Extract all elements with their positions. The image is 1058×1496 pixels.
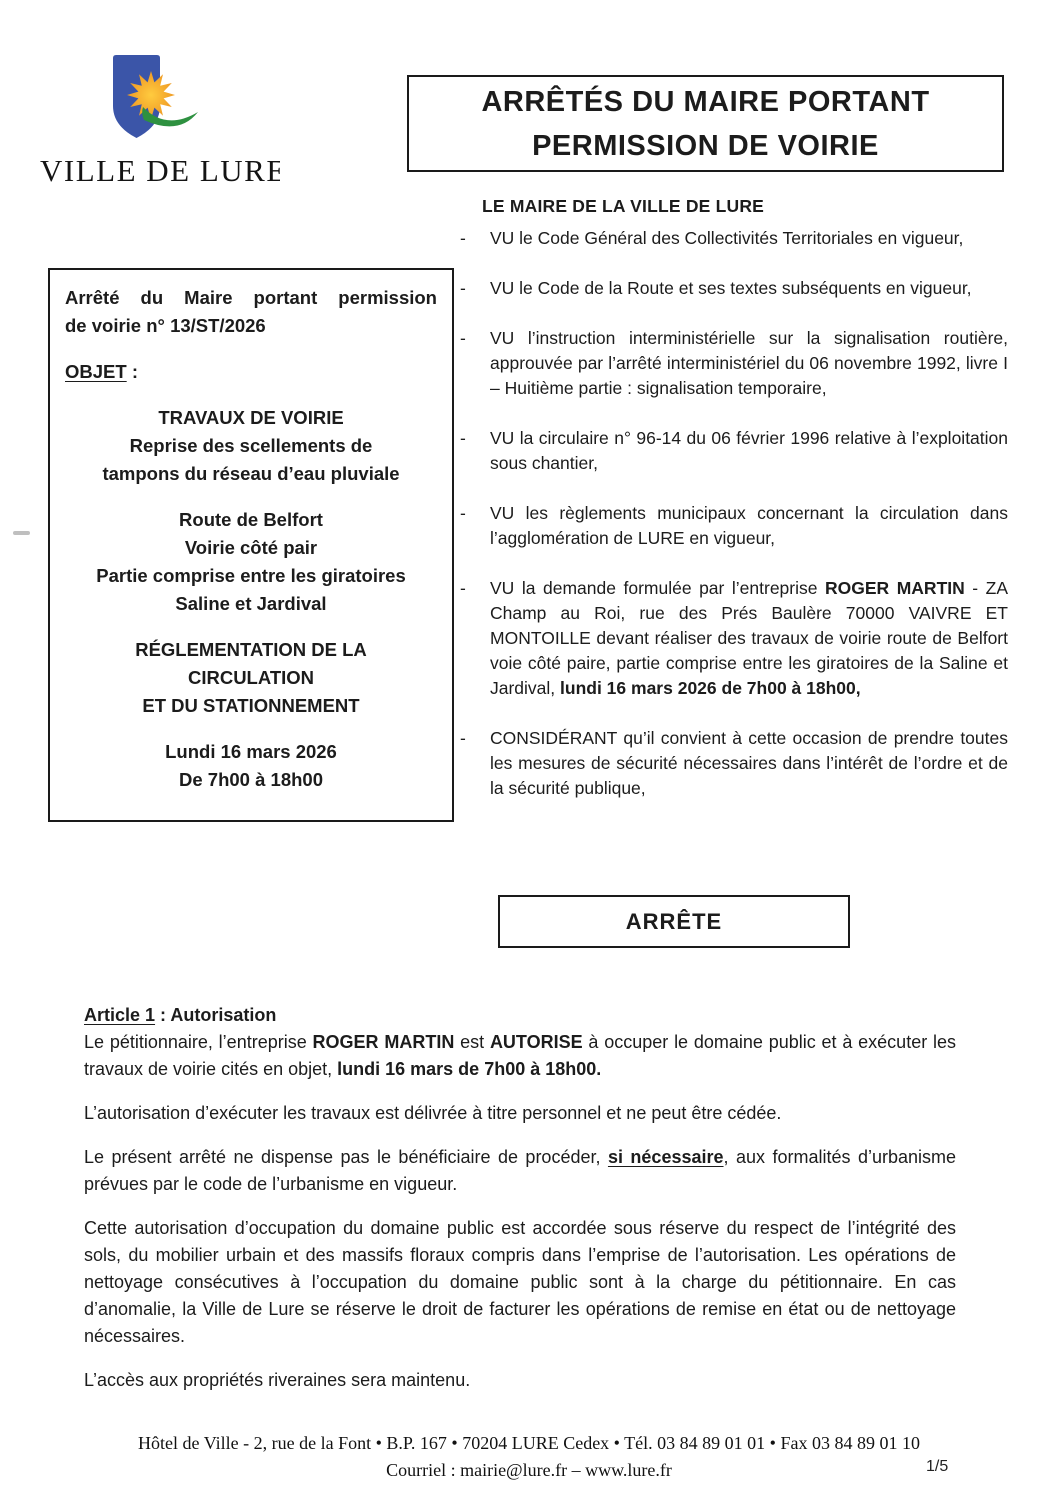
bullet-dash: - — [460, 278, 466, 298]
summary-line: Partie comprise entre les giratoires — [96, 565, 406, 586]
summary-line: CIRCULATION — [187, 667, 315, 688]
footer — [0, 1430, 1058, 1484]
summary-works-block — [65, 404, 437, 488]
article-paragraph: Le présent arrêté ne dispense pas le bénéficiaire de procéder, si nécessaire, aux formalités d’urbanisme prévues par le code de l’urbanisme en vigueur. — [84, 1147, 956, 1194]
document-title-line2: PERMISSION DE VOIRIE — [532, 129, 879, 162]
summary-line: Lundi 16 mars 2026 — [165, 741, 337, 762]
summary-line: ET DU STATIONNEMENT — [142, 695, 360, 716]
recital-text: VU l’instruction interministérielle sur la signalisation routière, approuvée par l’arrêté interministériel du 06 novembre 1992, livre I – Huitième partie : signalisation temporaire, — [490, 328, 1008, 398]
article-1-heading: Article 1 : Autorisation — [84, 1005, 277, 1025]
summary-line: Reprise des scellements de — [129, 435, 373, 456]
bullet-dash: - — [460, 428, 466, 448]
arrete-heading-box — [498, 895, 850, 948]
summary-title-line2: de voirie n° 13/ST/2026 — [65, 315, 266, 336]
recital-item — [460, 426, 1008, 476]
recital-text: VU le Code de la Route et ses textes subséquents en vigueur, — [490, 278, 972, 298]
bullet-dash: - — [460, 228, 466, 248]
summary-box — [48, 268, 454, 822]
recital-item — [460, 501, 1008, 551]
article-paragraph: Le pétitionnaire, l’entreprise ROGER MARTIN est AUTORISE à occuper le domaine public et à exécuter les travaux de voirie cités en objet, lundi 16 mars de 7h00 à 18h00. — [84, 1032, 957, 1079]
scan-margin-mark — [13, 531, 30, 535]
recital-text: VU le Code Général des Collectivités Territoriales en vigueur, — [490, 228, 964, 248]
recital-item — [460, 576, 1008, 701]
lure-shield-sun-icon — [40, 50, 280, 195]
summary-date-block — [65, 738, 437, 794]
arrete-label: ARRÊTE — [625, 908, 723, 934]
summary-line: De 7h00 à 18h00 — [179, 769, 323, 790]
summary-object-heading: OBJET : — [65, 361, 138, 382]
recital-item — [460, 276, 1008, 301]
articles-section — [84, 1002, 956, 1394]
bullet-dash: - — [460, 503, 466, 523]
recital-item — [460, 326, 1008, 401]
authority-heading: LE MAIRE DE LA VILLE DE LURE — [482, 196, 765, 216]
article-paragraph: Cette autorisation d’occupation du domaine public est accordée sous réserve du respect de l’intégrité des sols, du mobilier urbain et des massifs floraux compris dans l’emprise de l’autorisation. Les opérations de nettoyage consécutives à l’occupation du domaine public sont à la charge du pétitionnaire. En cas d’anomalie, la Ville de Lure se réserve le droit de facturer les opérations de remise en état ou de nettoyage nécessaires. — [84, 1218, 956, 1346]
recital-text: VU les règlements municipaux concernant la circulation dans l’agglomération de LURE en vigueur, — [490, 503, 1008, 548]
summary-line: RÉGLEMENTATION DE LA — [135, 639, 367, 660]
bullet-dash: - — [460, 328, 466, 348]
footer-address-line: Hôtel de Ville - 2, rue de la Font • B.P. 167 • 70204 LURE Cedex • Tél. 03 84 89 01 01 • Fax 03 84 89 01 10 — [138, 1433, 920, 1453]
recital-item — [460, 726, 1008, 801]
ville-de-lure-logo — [40, 50, 280, 195]
summary-line: Voirie côté pair — [184, 537, 318, 558]
summary-title — [65, 284, 437, 340]
bullet-dash: - — [460, 578, 466, 598]
recitals-list — [460, 226, 1008, 826]
summary-line: Saline et Jardival — [175, 593, 327, 614]
recital-text: VU la circulaire n° 96-14 du 06 février 1996 relative à l’exploitation sous chantier, — [490, 428, 1008, 473]
recital-item — [460, 226, 1008, 251]
summary-regulation-block — [65, 636, 437, 720]
summary-location-block — [65, 506, 437, 618]
summary-line: tampons du réseau d’eau pluviale — [102, 463, 400, 484]
logo-org-name: VILLE DE LURE — [40, 153, 280, 188]
document-title-line1: ARRÊTÉS DU MAIRE PORTANT — [481, 85, 930, 118]
summary-line: Route de Belfort — [179, 509, 323, 530]
bullet-dash: - — [460, 728, 466, 748]
article-paragraph: L’autorisation d’exécuter les travaux est délivrée à titre personnel et ne peut être cédée. — [84, 1103, 782, 1123]
footer-contact-line: Courriel : mairie@lure.fr – www.lure.fr — [386, 1460, 672, 1480]
page-number: 1/5 — [926, 1458, 949, 1475]
document-title-box — [407, 75, 1004, 172]
recital-text: VU la demande formulée par l’entreprise ROGER MARTIN - ZA Champ au Roi, rue des Prés Baulère 70000 VAIVRE ET MONTOILLE devant réaliser des travaux de voirie route de Belfort voie côté paire, partie comprise entre les giratoires de la Saline et Jardival, lundi 16 mars 2026 de 7h00 à 18h00, — [490, 578, 1008, 698]
summary-line: TRAVAUX DE VOIRIE — [158, 407, 344, 428]
article-paragraph: L’accès aux propriétés riveraines sera maintenu. — [84, 1370, 471, 1390]
summary-title-line1: Arrêté du Maire portant permission — [65, 287, 437, 308]
recital-text: CONSIDÉRANT qu’il convient à cette occasion de prendre toutes les mesures de sécurité nécessaires dans l’intérêt de l’ordre et de la sécurité publique, — [490, 728, 1008, 798]
